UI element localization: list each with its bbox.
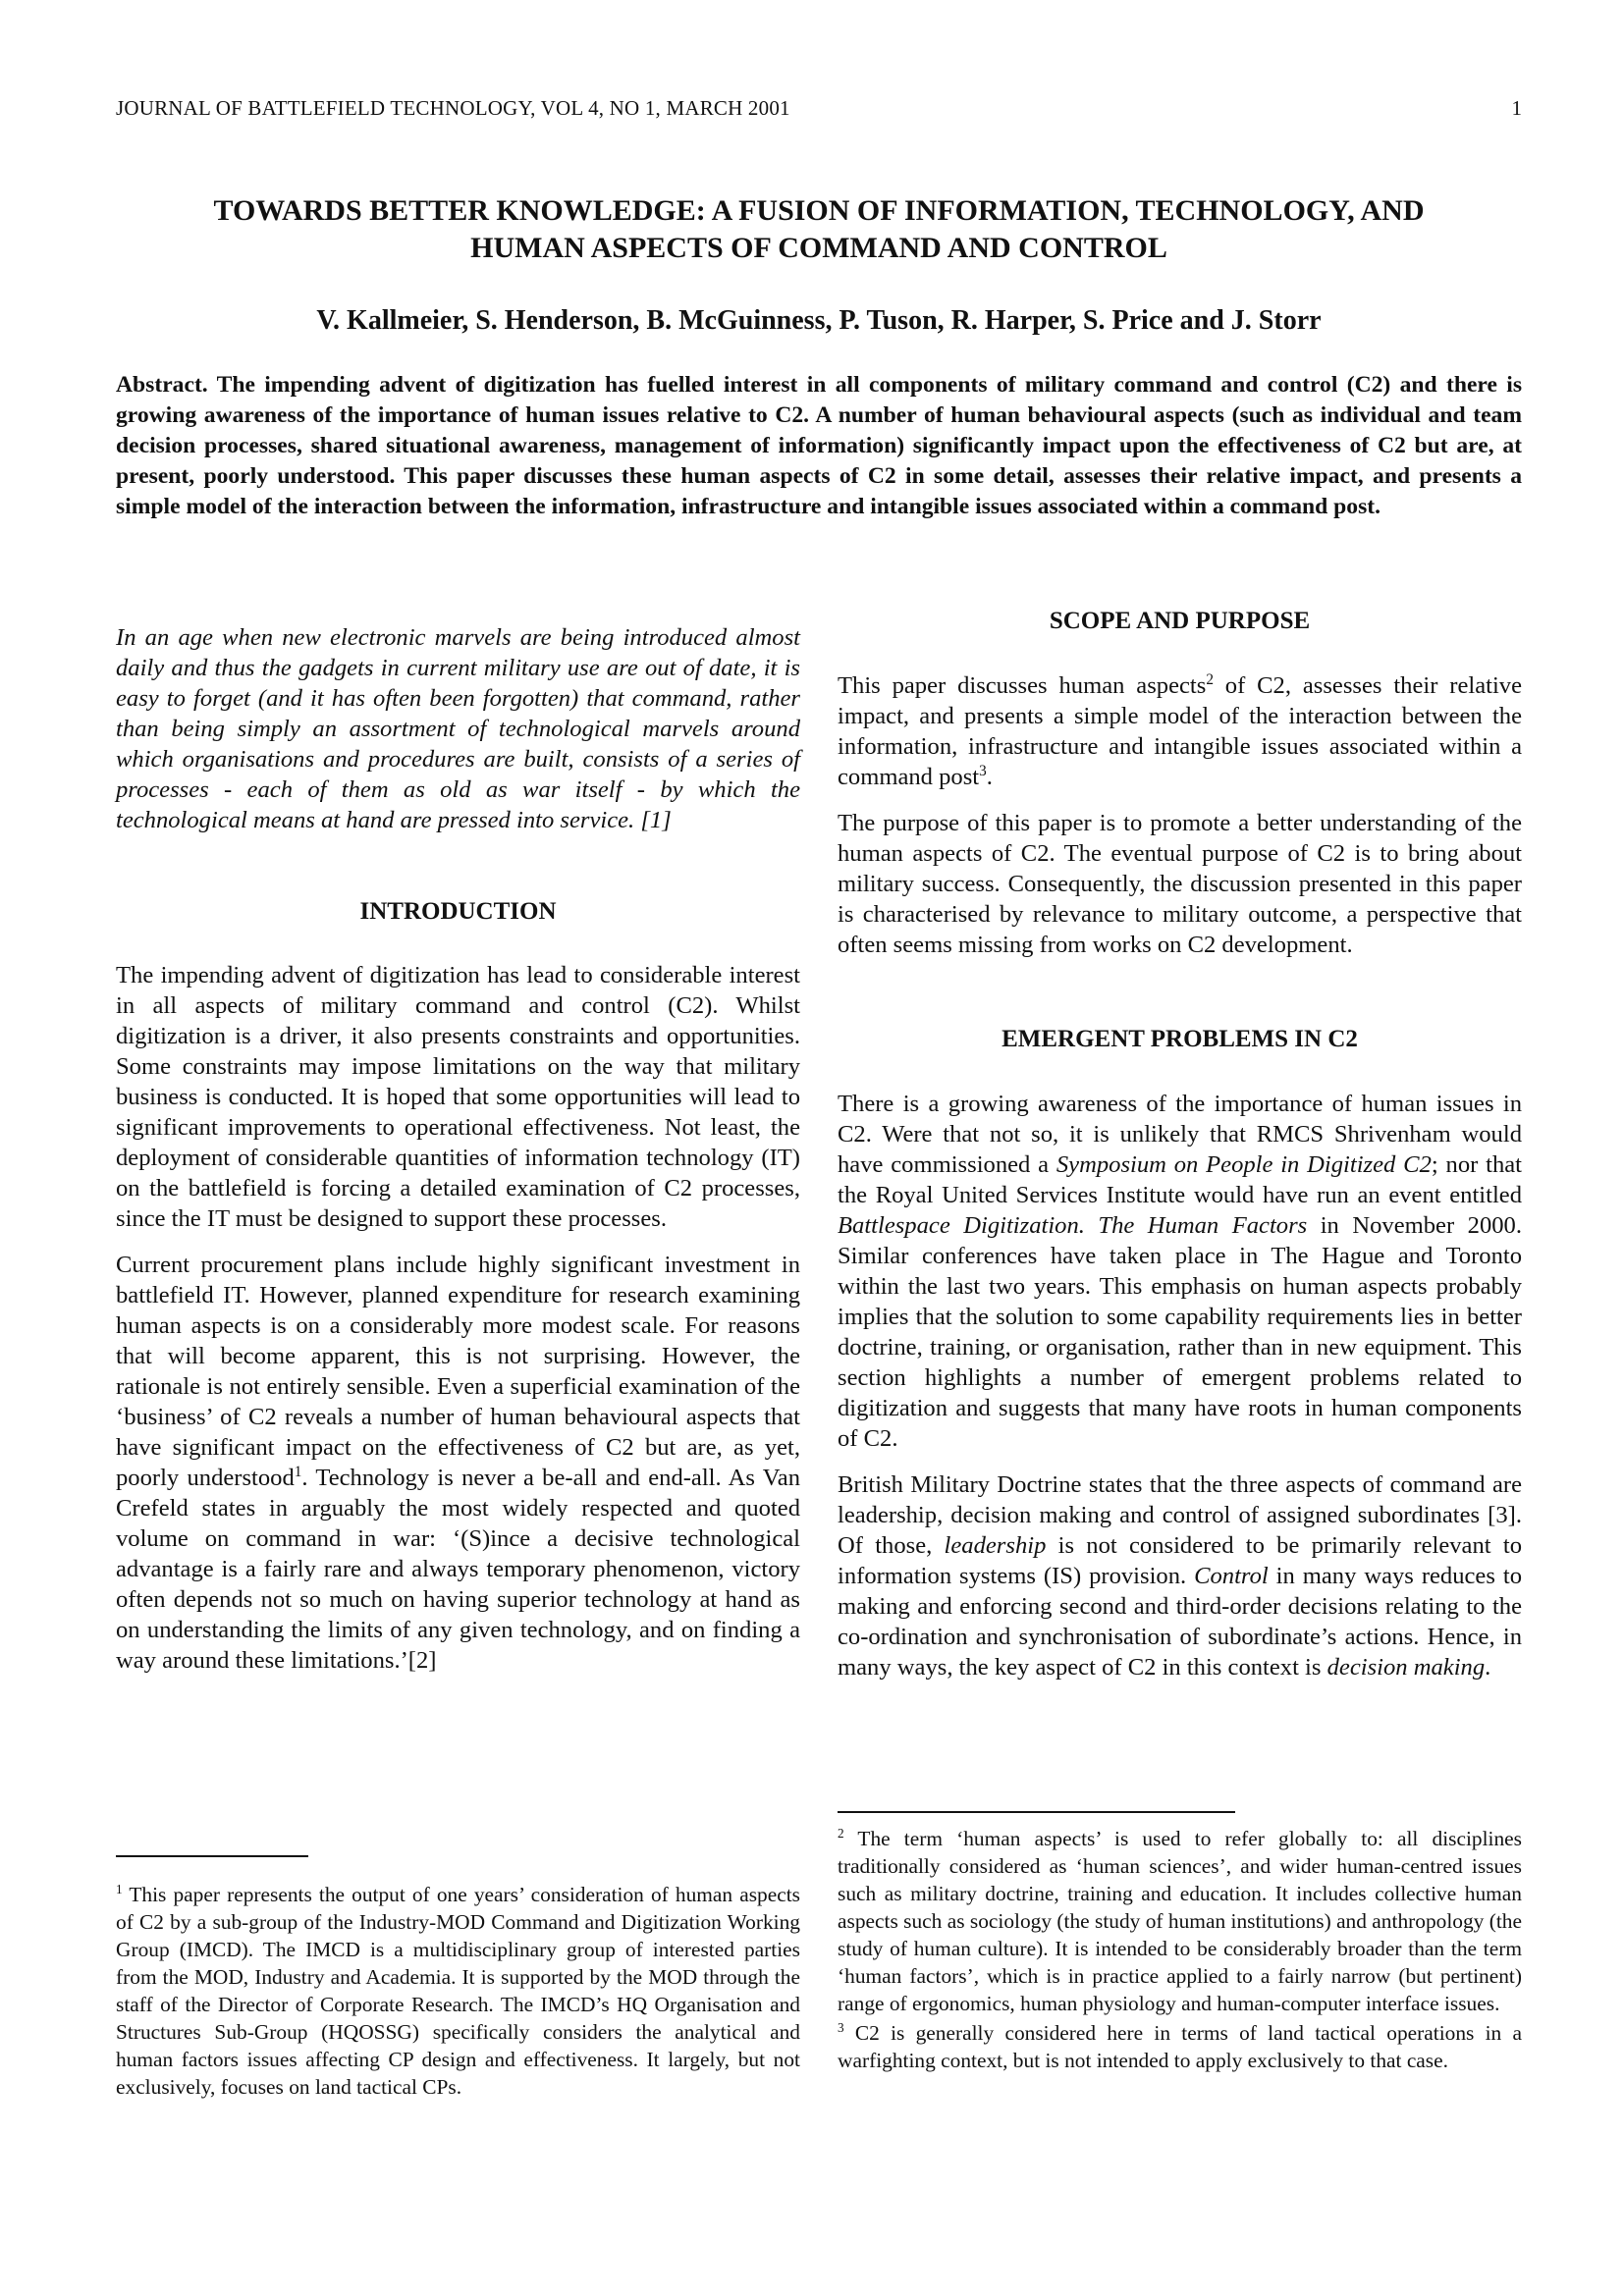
text-run: This paper represents the output of one years’ consideration of human aspects of C2 by a sub-group of the Industry-MOD Command and Digitization Working Group (IMCD). The IMCD is a multidisciplinary group of interested parties from the MOD, Industry and Academia. It is supported by the MOD through the staff of the Director of Corporate Research. The IMCD’s HQ Organisation and Structures Sub-Group (HQOSSG) specifically considers the analytical and human factors issues affecting CP design and effectiveness. It largely, but not exclusively, focuses on land tactical CPs. xyxy=(116,1883,800,2099)
text-run: in November 2000. Similar conferences have taken place in The Hague and Toronto within the last two years. This emphasis on human aspects probably implies that the solution to some capability requirements lies in better doctrine, training, or organisation, rather than in new equipment. This section highlights a number of emergent problems related to digitization and suggests that many have roots in human components of C2. xyxy=(838,1212,1522,1452)
text-run: The impending advent of digitization has lead to considerable interest in all aspects of military command and control (C2). Whilst digitization is a driver, it also presents constraints and opportunities. Some constraints may impose limitations on the way that military business is conducted. It is hoped that some opportunities will lead to significant improvements to operational effectiveness. Not least, the deployment of considerable quantities of information technology (IT) on the battlefield is forcing a detailed examination of C2 processes, since the IT must be designed to support these processes. xyxy=(116,962,800,1232)
text-run: The term ‘human aspects’ is used to refer globally to: all disciplines traditionally considered as ‘human sciences’, and wider human-centred issues such as military doctrine, training and education. It includes collective human aspects such as sociology (the study of human institutions) and anthropology (the study of human culture). It is intended to be considerably broader than the term ‘human factors’, which is in practice applied to a fairly narrow (but pertinent) range of ergonomics, human physiology and human-computer interface issues. xyxy=(838,1827,1522,2015)
footnote-marker: 1 xyxy=(294,1463,302,1480)
text-run: . Technology is never a be-all and end-all. As Van Crefeld states in arguably the most widely respected and quoted volume on command in war: ‘(S)ince a decisive technological advantage is a fairly rare and always temporary phenomenon, victory often depends not so much on having superior technology at hand as on understanding the limits of any given technology, and on finding a way around these limitations.’[2] xyxy=(116,1465,800,1674)
text-run: is not considered to be primarily relevant to information systems (IS) provision. xyxy=(838,1532,1522,1589)
footnote-marker: 3 xyxy=(838,2019,844,2035)
text-run: in many ways reduces to making and enforcing second and third-order decisions relating to the co-ordination and synchronisation of subordinate’s actions. Hence, in many ways, the key aspect of C2 in this context is xyxy=(838,1563,1522,1681)
text-run: British Military Doctrine states that the three aspects of command are leadership, decision making and control of assigned subordinates [3]. Of those, xyxy=(838,1471,1522,1559)
text-run: This paper discusses human aspects xyxy=(838,672,1207,699)
page-number: 1 xyxy=(1511,96,1522,120)
text-run: C2 is generally considered here in terms of land tactical operations in a warfighting context, but is not intended to apply exclusively to that case. xyxy=(838,2021,1522,2072)
footnote-2 xyxy=(838,1825,1522,2017)
footnote-marker: 2 xyxy=(1206,670,1214,688)
italic-text: leadership xyxy=(944,1532,1047,1559)
section-heading-introduction: INTRODUCTION xyxy=(359,898,557,925)
footnote-marker: 1 xyxy=(116,1881,123,1896)
footnote-1 xyxy=(116,1881,800,2103)
running-header: JOURNAL OF BATTLEFIELD TECHNOLOGY, VOL 4, NO 1, MARCH 2001 xyxy=(116,96,790,120)
abstract: Abstract. The impending advent of digitization has fuelled interest in all components of military command and control (C2) and there is growing awareness of the importance of human issues relative to C2. A number of human behavioural aspects (such as individual and team decision processes, shared situational awareness, management of information) significantly impact upon the effectiveness of C2 but are, at present, poorly understood. This paper discusses these human aspects of C2 in some detail, assesses their relative impact, and presents a simple model of the interaction between the information, infrastructure and intangible issues associated within a command post. xyxy=(116,372,1522,519)
paper-title xyxy=(116,192,1522,267)
italic-text: Control xyxy=(1194,1563,1269,1589)
footnote-3 xyxy=(838,2019,1522,2074)
title-line: TOWARDS BETTER KNOWLEDGE: A FUSION OF INFORMATION, TECHNOLOGY, AND xyxy=(213,194,1425,227)
text-run: The purpose of this paper is to promote a better understanding of the human aspects of C2. The eventual purpose of C2 is to bring about military success. Consequently, the discussion presented in this paper is characterised by relevance to military outcome, a perspective that often seems missing from works on C2 development. xyxy=(838,810,1522,958)
footnote-marker: 3 xyxy=(979,762,987,779)
section-heading-emergent-problems: EMERGENT PROBLEMS IN C2 xyxy=(1001,1026,1358,1052)
author-list: V. Kallmeier, S. Henderson, B. McGuinness, P. Tuson, R. Harper, S. Price and J. Storr xyxy=(316,305,1322,336)
text-run: ; nor that the Royal United Services Institute would have run an event entitled xyxy=(838,1151,1523,1208)
scope-body xyxy=(838,670,1522,976)
text-run: There is a growing awareness of the importance of human issues in C2. Were that not so, it is unlikely that RMCS Shrivenham would have commissioned a xyxy=(838,1091,1522,1178)
italic-text: decision making xyxy=(1326,1654,1486,1681)
paragraph xyxy=(838,670,1522,792)
text-run: . xyxy=(1485,1654,1491,1681)
paragraph xyxy=(838,1089,1522,1454)
epigraph: In an age when new electronic marvels are being introduced almost daily and thus the gadgets in current military use are out of date, it is easy to forget (and it has often been forgotten) that command, rather than being simply an assortment of technological marvels around which organisations and procedures are built, consists of a series of processes - each of them as old as war itself - by which the technological means at hand are pressed into service. [1] xyxy=(116,624,800,833)
section-heading-scope: SCOPE AND PURPOSE xyxy=(1049,608,1311,634)
footnote-marker: 2 xyxy=(838,1825,844,1841)
emergent-body xyxy=(838,1089,1522,1698)
footnote-divider xyxy=(838,1811,1235,1813)
paragraph xyxy=(838,808,1522,960)
title-line: HUMAN ASPECTS OF COMMAND AND CONTROL xyxy=(470,232,1167,264)
text-run: Current procurement plans include highly significant investment in battlefield IT. However, planned expenditure for research examining human aspects is on a considerably more modest scale. For reasons that will become apparent, this is not surprising. However, the rationale is not entirely sensible. Even a superficial examination of the ‘business’ of C2 reveals a number of human behavioural aspects that have significant impact on the effectiveness of C2 but are, as yet, poorly understood xyxy=(116,1252,800,1491)
paragraph xyxy=(838,1469,1522,1682)
introduction-body xyxy=(116,960,800,1691)
text-run: . xyxy=(986,764,993,790)
paragraph xyxy=(116,960,800,1234)
paragraph xyxy=(116,1250,800,1676)
italic-text: Symposium on People in Digitized C2 xyxy=(1056,1151,1432,1178)
footnote-divider xyxy=(116,1855,308,1857)
text-run: of C2, assesses their relative impact, and presents a simple model of the interaction between the information, infrastructure and intangible issues associated within a command post xyxy=(838,672,1523,790)
italic-text: Battlespace Digitization. The Human Factors xyxy=(838,1212,1308,1239)
footnote-text xyxy=(116,1881,800,2101)
footnotes-right xyxy=(838,1825,1522,2076)
